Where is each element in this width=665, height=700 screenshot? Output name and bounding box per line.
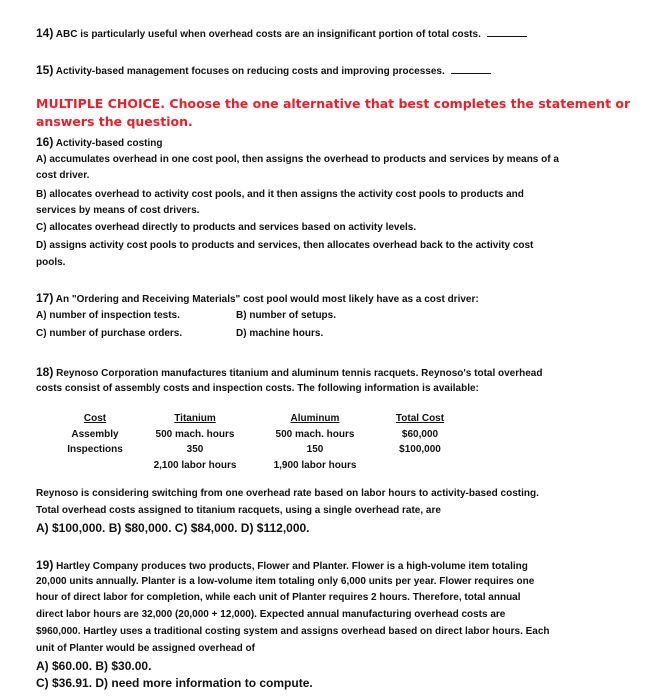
- table-cell: 500 mach. hours: [275, 429, 355, 440]
- question-19-line: direct labor hours are 32,000 (20,000 + 12,000). Expected annual manufacturing overhead costs are: [36, 609, 506, 620]
- mc-header-line2: answers the question.: [36, 114, 193, 129]
- question-text: Activity-based management focuses on reducing costs and improving processes.: [55, 66, 445, 77]
- table-header: Cost: [83, 413, 107, 424]
- answer-blank: [451, 64, 491, 74]
- table-cell: 350: [186, 444, 204, 455]
- table-cell: $60,000: [401, 429, 439, 440]
- question-text: Hartley Company produces two products, Flower and Planter. Flower is a high-volume item totaling: [56, 561, 528, 572]
- table-header: Aluminum: [290, 413, 340, 424]
- question-number: 14): [36, 26, 54, 40]
- table-cell: Assembly: [71, 429, 119, 440]
- question-text: Reynoso Corporation manufactures titanium and aluminum tennis racquets. Reynoso's total overhead: [56, 368, 543, 379]
- question-19-options-ab: A) $60.00. B) $30.00.: [36, 659, 152, 673]
- question-18-text: Reynoso is considering switching from one overhead rate based on labor hours to activity-based costing.: [36, 488, 539, 499]
- table-cell: Inspections: [67, 444, 123, 455]
- question-text: ABC is particularly useful when overhead costs are an insignificant portion of total costs.: [55, 29, 481, 40]
- option-c: C) allocates overhead directly to products and services based on activity levels.: [36, 222, 417, 233]
- question-16-stem: [36, 135, 162, 151]
- question-19-line: hour of direct labor for completion, while each unit of Planter requires 2 hours. Therefore, total annual: [36, 592, 521, 603]
- question-number: 19): [36, 558, 54, 572]
- table-cell: 1,900 labor hours: [273, 460, 357, 471]
- question-19-options-cd: C) $36.91. D) need more information to compute.: [36, 676, 313, 690]
- table-cell: 2,100 labor hours: [153, 460, 237, 471]
- question-number: 16): [36, 135, 54, 149]
- question-14: [36, 26, 527, 42]
- question-18-stem-cont: costs consist of assembly costs and inspection costs. The following information is available:: [36, 383, 479, 394]
- question-text: An "Ordering and Receiving Materials" cost pool would most likely have as a cost driver:: [55, 294, 479, 305]
- question-18-options: A) $100,000. B) $80,000. C) $84,000. D) $112,000.: [36, 521, 310, 535]
- table-cell: 500 mach. hours: [155, 429, 235, 440]
- question-18-text-cont: Total overhead costs assigned to titanium racquets, using a single overhead rate, are: [36, 505, 441, 516]
- mc-header-line1: MULTIPLE CHOICE. Choose the one alternative that best completes the statement or: [36, 96, 631, 111]
- option-b: B) number of setups.: [236, 310, 337, 321]
- option-d: D) assigns activity cost pools to products and services, then allocates overhead back to the activity cost: [36, 240, 534, 251]
- option-b: B) allocates overhead to activity cost pools, and it then assigns the activity cost pools to products and: [36, 189, 524, 200]
- option-a: A) number of inspection tests.: [36, 310, 180, 321]
- table-cell: $100,000: [399, 444, 441, 455]
- option-b-cont: services by means of cost drivers.: [36, 205, 200, 216]
- question-17-stem: [36, 291, 479, 307]
- option-a-cont: cost driver.: [36, 170, 90, 181]
- table-header: Titanium: [174, 413, 216, 424]
- option-c: C) number of purchase orders.: [36, 328, 183, 339]
- question-19-line: unit of Planter would be assigned overhead of: [36, 643, 255, 654]
- question-19-stem: [36, 558, 528, 574]
- question-number: 17): [36, 291, 54, 305]
- option-d-cont: pools.: [36, 257, 66, 268]
- table-cell: 150: [306, 444, 324, 455]
- question-19-line: 20,000 units annually. Planter is a low-volume item totaling only 6,000 units per year. Flower requires one: [36, 576, 535, 587]
- option-a: A) accumulates overhead in one cost pool, then assigns the overhead to products and services by means of a: [36, 154, 559, 165]
- table-header: Total Cost: [395, 413, 445, 424]
- option-d: D) machine hours.: [236, 328, 324, 339]
- question-18-stem: [36, 365, 542, 381]
- answer-blank: [487, 27, 527, 37]
- question-15: [36, 63, 491, 79]
- question-number: 18): [36, 365, 54, 379]
- question-number: 15): [36, 63, 54, 77]
- question-19-line: $960,000. Hartley uses a traditional costing system and assigns overhead based on direct labor hours. Each: [36, 626, 550, 637]
- question-text: Activity-based costing: [55, 138, 163, 149]
